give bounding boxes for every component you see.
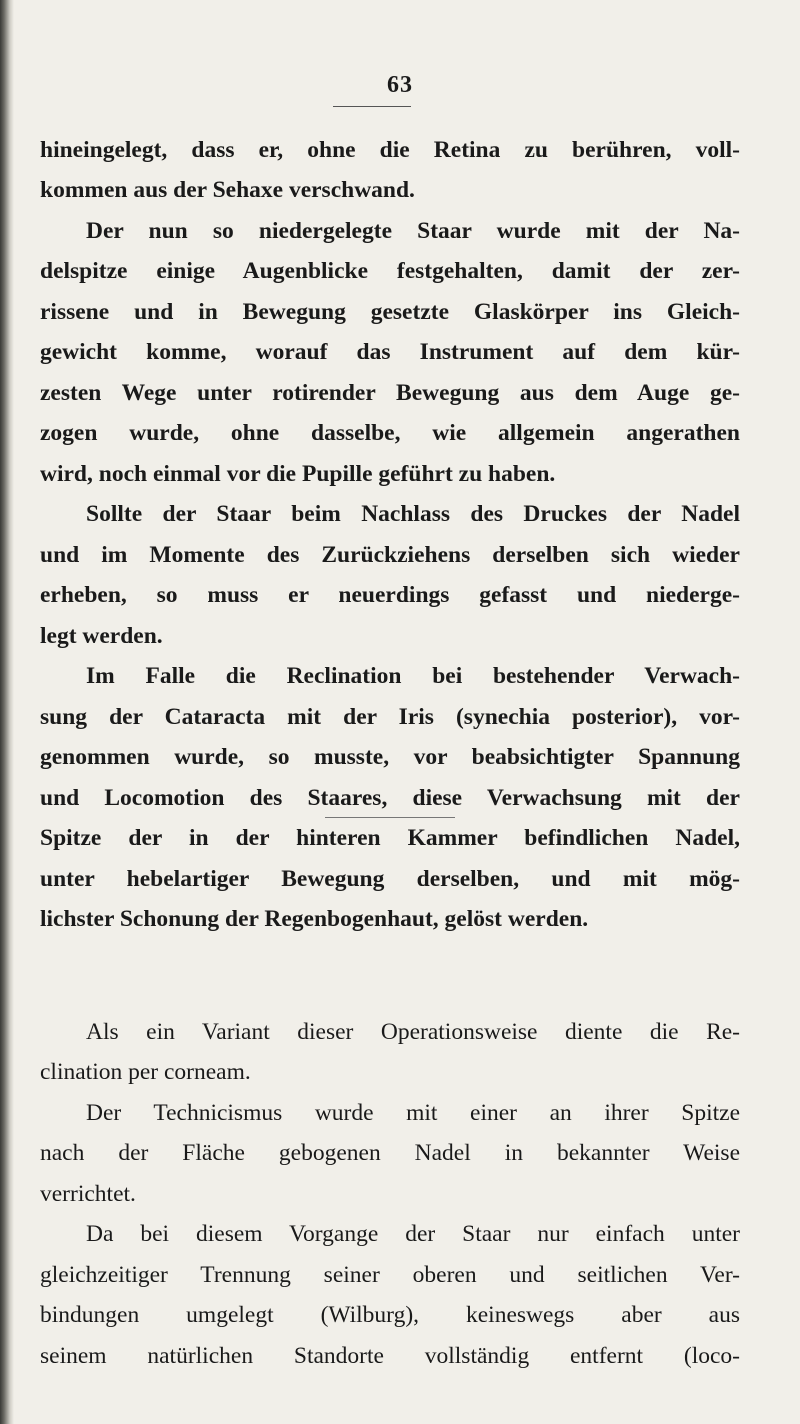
text-line-4: delspitze einige Augenblicke festgehalten, damit der zer- <box>40 258 740 284</box>
text-line-25: verrichtet. <box>40 1181 136 1207</box>
page-number: 63 <box>387 72 413 98</box>
text-line-7: zesten Wege unter rotirender Bewegung aus dem Auge ge- <box>40 380 740 406</box>
text-line-20: lichster Schonung der Regenbogenhaut, gelöst werden. <box>40 906 589 932</box>
section-divider <box>325 817 455 818</box>
text-line-6: gewicht komme, worauf das Instrument auf dem kür- <box>40 339 740 365</box>
text-line-8: zogen wurde, ohne dasselbe, wie allgemein angerathen <box>40 420 740 446</box>
text-line-5: rissene und in Bewegung gesetzte Glaskörper ins Gleich- <box>40 299 740 325</box>
text-line-11: und im Momente des Zurückziehens derselben sich wieder <box>40 542 740 568</box>
text-line-13: legt werden. <box>40 623 163 649</box>
text-line-21: Als ein Variant dieser Operationsweise diente die Re- <box>86 1019 740 1045</box>
text-line-2: kommen aus der Sehaxe verschwand. <box>40 177 415 203</box>
text-line-15: sung der Cataracta mit der Iris (synechia posterior), vor- <box>40 704 740 730</box>
text-line-27: gleichzeitiger Trennung seiner oberen und seitlichen Ver- <box>40 1262 740 1288</box>
text-line-23: Der Technicismus wurde mit einer an ihrer Spitze <box>86 1100 740 1126</box>
text-line-1: hineingelegt, dass er, ohne die Retina zu berühren, voll- <box>40 137 740 163</box>
text-line-16: genommen wurde, so musste, vor beabsichtigter Spannung <box>40 744 740 770</box>
text-line-12: erheben, so muss er neuerdings gefasst und niederge- <box>40 582 740 608</box>
book-binding-edge <box>0 0 14 1424</box>
text-line-24: nach der Fläche gebogenen Nadel in bekannter Weise <box>40 1140 740 1166</box>
text-line-14: Im Falle die Reclination bei bestehender Verwach- <box>86 663 740 689</box>
text-line-29: seinem natürlichen Standorte vollständig entfernt (loco- <box>40 1343 740 1369</box>
text-line-22: clination per corneam. <box>40 1059 251 1085</box>
text-line-26: Da bei diesem Vorgange der Staar nur einfach unter <box>86 1221 740 1247</box>
text-line-19: unter hebelartiger Bewegung derselben, und mit mög- <box>40 866 740 892</box>
header-rule <box>333 106 411 107</box>
text-line-9: wird, noch einmal vor die Pupille geführt zu haben. <box>40 461 556 487</box>
text-line-28: bindungen umgelegt (Wilburg), keineswegs aber aus <box>40 1302 740 1328</box>
text-line-18: Spitze der in der hinteren Kammer befindlichen Nadel, <box>40 825 740 851</box>
text-line-17: und Locomotion des Staares, diese Verwachsung mit der <box>40 785 740 811</box>
text-line-10: Sollte der Staar beim Nachlass des Druckes der Nadel <box>86 501 740 527</box>
text-line-3: Der nun so niedergelegte Staar wurde mit der Na- <box>86 218 740 244</box>
